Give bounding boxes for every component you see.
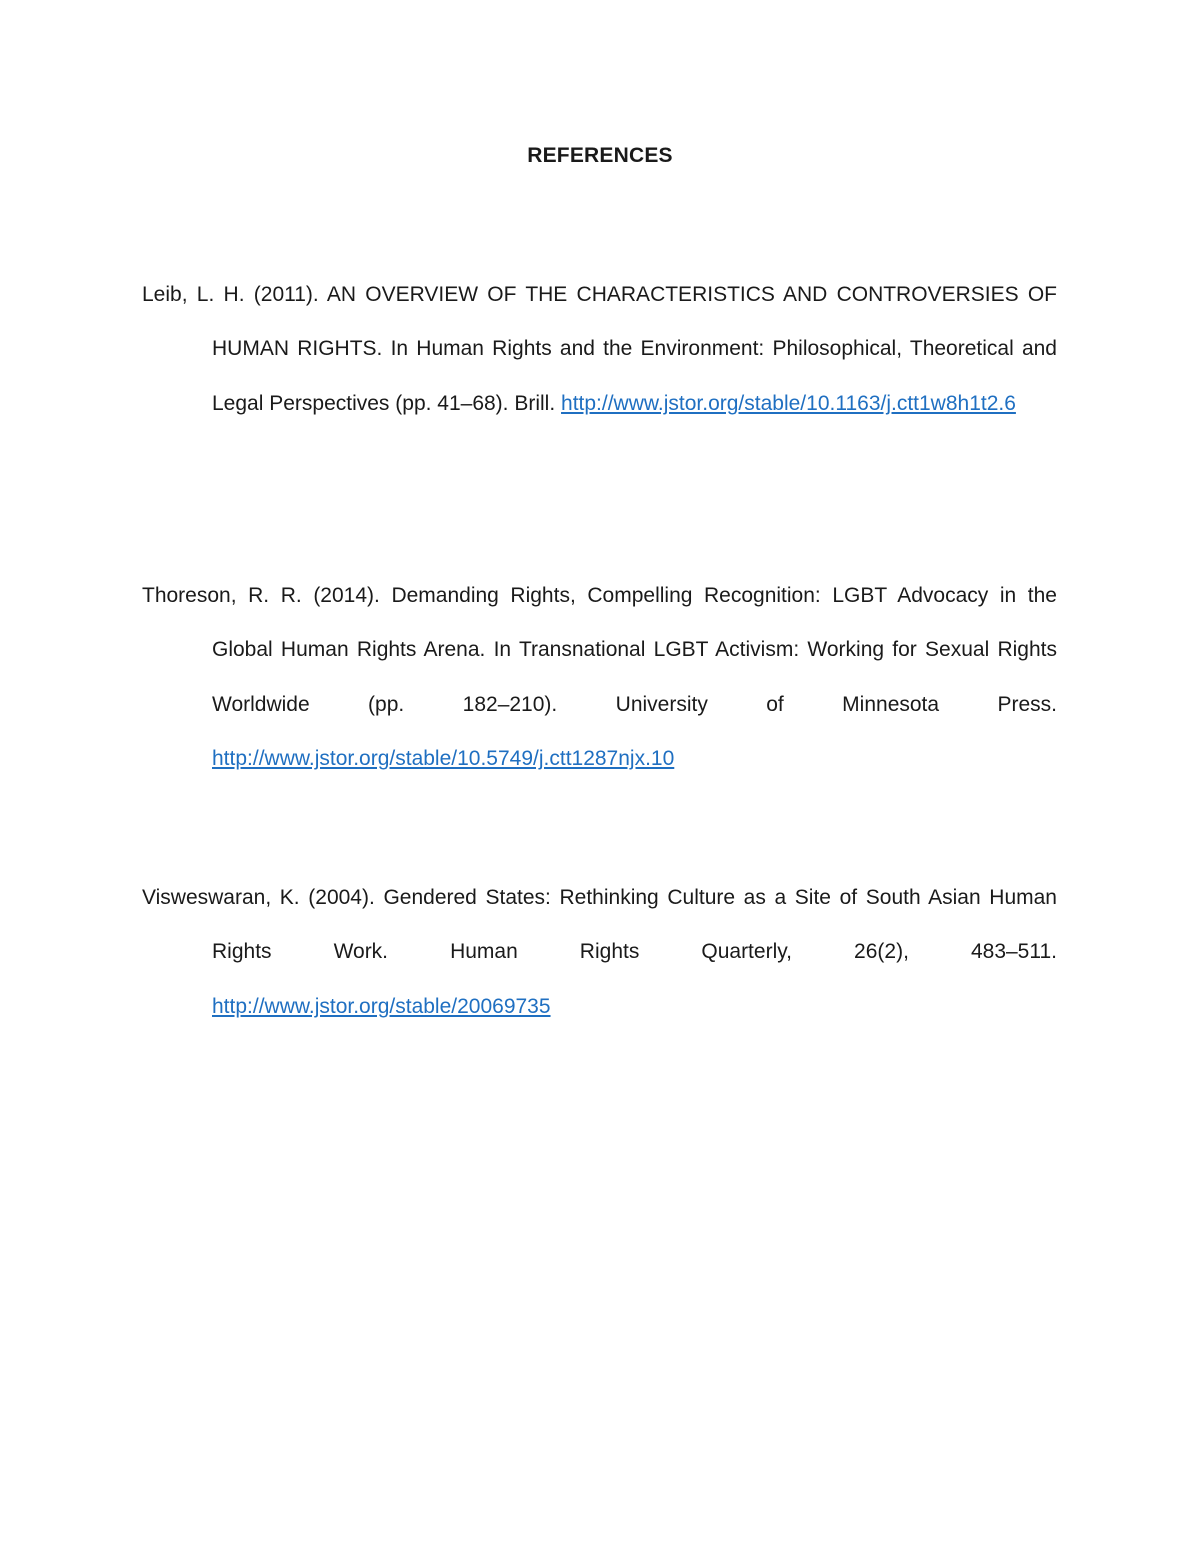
reference-link[interactable]: http://www.jstor.org/stable/10.5749/j.ctt1287njx.10 — [212, 746, 675, 770]
reference-entry — [142, 268, 1057, 431]
reference-text: Thoreson, R. R. (2014). Demanding Rights, Compelling Recognition: LGBT Advocacy in the Global Human Rights Arena. In Transnational LGBT Activism: Working for Sexual Rights Worldwide (pp. 182–210). University of Minnesota Press. — [142, 584, 1057, 716]
page-title: REFERENCES — [527, 144, 673, 167]
reference-text: Visweswaran, K. (2004). Gendered States: Rethinking Culture as a Site of South Asian Human Rights Work. Human Rights Quarterly, 26(2), 483–511. — [142, 886, 1057, 964]
reference-entry — [142, 569, 1057, 786]
reference-entry — [142, 871, 1057, 1034]
reference-link[interactable]: http://www.jstor.org/stable/20069735 — [212, 994, 551, 1018]
reference-text: Leib, L. H. (2011). AN OVERVIEW OF THE CHARACTERISTICS AND CONTROVERSIES OF HUMAN RIGHTS. In Human Rights and the Environment: Philosophical, Theoretical and Legal Perspectives (pp. 41–68). Brill. — [142, 283, 1057, 415]
reference-link[interactable]: http://www.jstor.org/stable/10.1163/j.ctt1w8h1t2.6 — [561, 391, 1016, 415]
